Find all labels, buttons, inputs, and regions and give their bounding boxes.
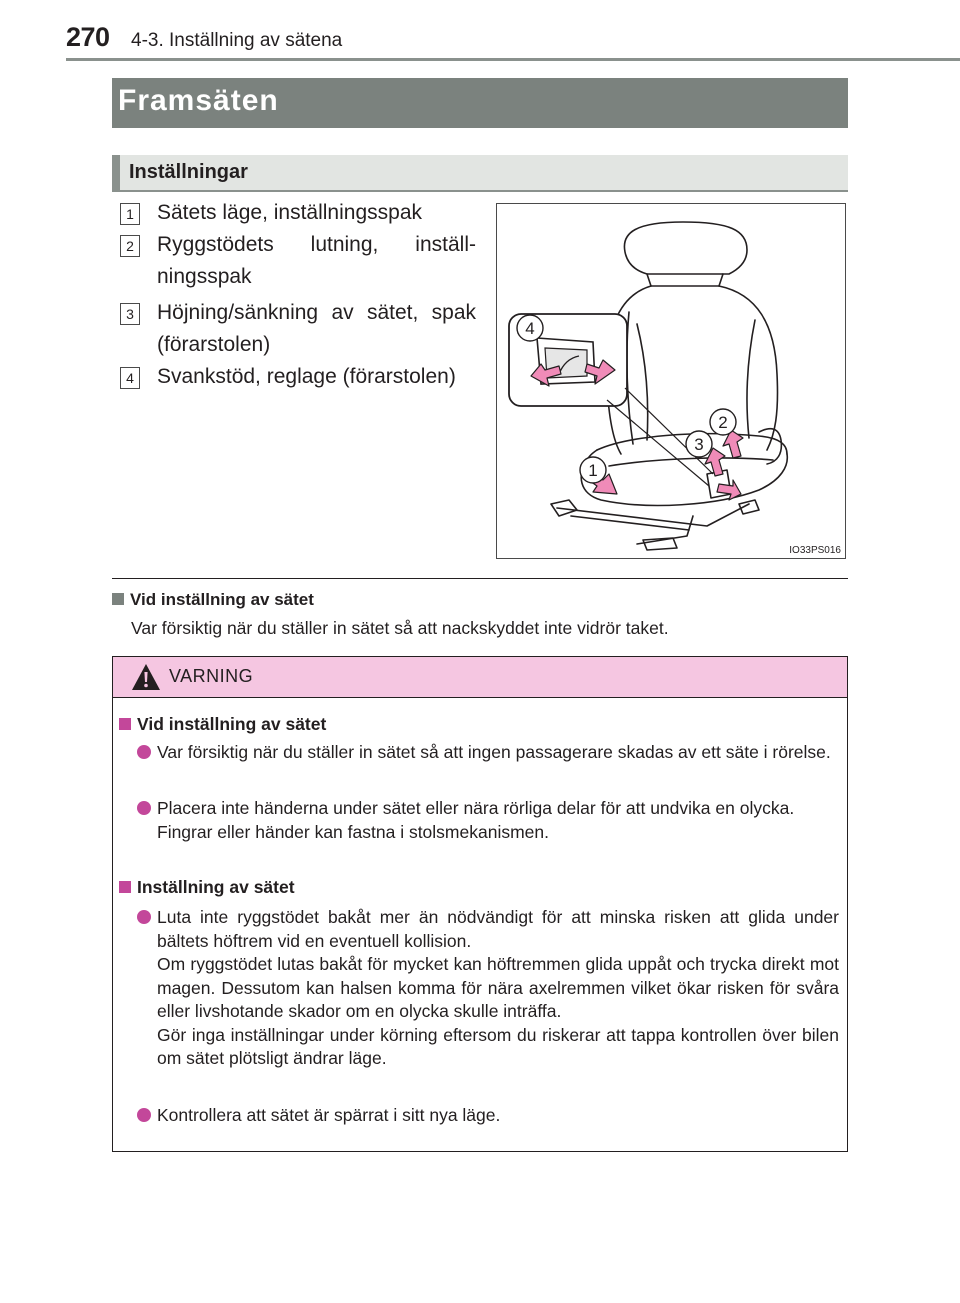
warning-header — [113, 657, 847, 698]
subsection-marker — [112, 155, 120, 190]
warning-text: Luta inte ryggstödet bakåt mer än nödvändigt för att minska risken att glida under bältets höftrem vid en eventuell kollision. — [157, 907, 839, 951]
item-number: 2 — [120, 235, 140, 257]
callout-label-3: 3 — [694, 435, 704, 454]
warning-text: Kontrollera att sätet är spärrat i sitt nya läge. — [157, 1105, 501, 1125]
list-item — [120, 361, 476, 393]
warning-text: Om ryggstödet lutas bakåt för mycket kan höftremmen glida uppåt och trycka direkt mot magen. Dessutom kan halsen komma för nära axelremmen vilket ökar risken för svåra eller livshotande skador om en olycka skulle inträffa. — [157, 954, 839, 1021]
figure-code: IO33PS016 — [789, 545, 841, 556]
square-bullet-icon — [112, 593, 124, 605]
warning-label: VARNING — [169, 666, 254, 686]
subsection-title: Inställningar — [129, 161, 248, 183]
item-number: 3 — [120, 303, 140, 325]
item-number: 1 — [120, 203, 140, 225]
square-bullet-icon — [119, 718, 131, 730]
subsection-bar — [112, 155, 848, 192]
warning-icon — [131, 663, 161, 691]
warning-bullet — [137, 797, 839, 844]
warning-bullet — [137, 906, 839, 1071]
bullet-dot-icon — [137, 745, 151, 759]
item-text: Sätets läge, inställningsspak — [157, 201, 422, 224]
header-rule — [66, 58, 960, 61]
callout-label-4: 4 — [525, 319, 535, 338]
bullet-dot-icon — [137, 1108, 151, 1122]
section-title: Framsäten — [118, 84, 279, 117]
note-heading — [112, 590, 314, 610]
list-item — [120, 229, 476, 293]
page-number: 270 — [66, 22, 110, 52]
item-text: Höjning/sänkning av sätet, spak (förarstolen) — [157, 301, 476, 356]
warning-box — [112, 656, 848, 1152]
note-heading-text: Vid inställning av sätet — [130, 590, 314, 609]
square-bullet-icon — [119, 881, 131, 893]
list-item — [120, 197, 476, 229]
list-item — [120, 297, 476, 361]
warning-section-heading-text: Inställning av sätet — [137, 877, 295, 897]
warning-section-heading-text: Vid inställning av sätet — [137, 714, 327, 734]
section-title-bar — [112, 78, 848, 128]
warning-text: Gör inga inställningar under körning eftersom du riskerar att tappa kontrollen över bilen om sätet plötsligt ändrar läge. — [157, 1024, 839, 1068]
warning-text: Placera inte händerna under sätet eller nära rörliga delar för att undvika en olycka. — [157, 798, 795, 818]
item-text: Ryggstödets lutning, inställningsspak — [157, 233, 476, 288]
chapter-title: 4-3. Inställning av sätena — [131, 30, 343, 51]
warning-section-heading — [119, 877, 295, 898]
item-text: Svankstöd, reglage (förarstolen) — [157, 365, 456, 388]
warning-section-heading — [119, 714, 326, 735]
section-divider — [112, 578, 848, 579]
seat-illustration — [496, 203, 846, 559]
page-header — [66, 20, 960, 60]
warning-bullet — [137, 741, 839, 765]
bullet-dot-icon — [137, 910, 151, 924]
item-number: 4 — [120, 367, 140, 389]
warning-text: Var försiktig när du ställer in sätet så att ingen passagerare skadas av ett säte i rörelse. — [157, 742, 831, 762]
callout-label-2: 2 — [718, 413, 728, 432]
warning-text: Fingrar eller händer kan fastna i stolsmekanismen. — [157, 821, 549, 842]
bullet-dot-icon — [137, 801, 151, 815]
warning-bullet — [137, 1104, 839, 1128]
seat-drawing — [497, 204, 845, 558]
note-body: Var försiktig när du ställer in sätet så att nackskyddet inte vidrör taket. — [131, 618, 669, 638]
callout-label-1: 1 — [588, 461, 598, 480]
